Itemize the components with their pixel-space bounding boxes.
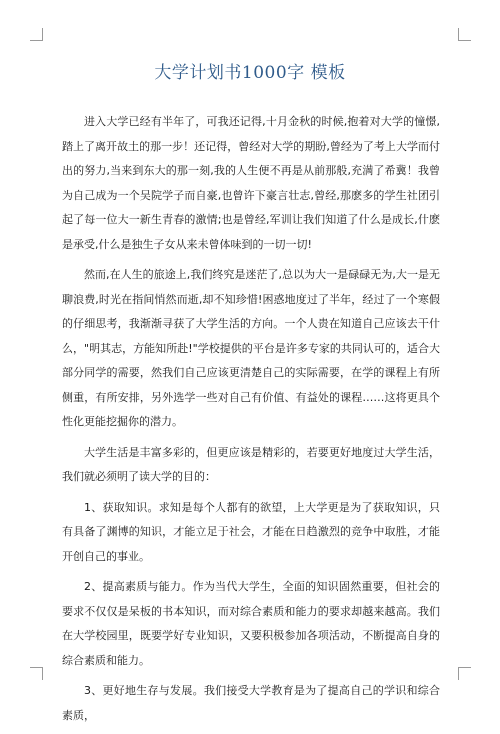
paragraph-reflection: 然而,在人生的旅途上,我们终究是迷茫了,总以为大一是碌碌无为,大一是无聊浪费,时光在指间悄然而逝,却不知珍惜!困惑地度过了半年，经过了一个寒假的仔细思考，我渐渐寻获了大学生活的方向。一个人贵在知道自己应该去干什么，"明其志，方能知所赴!"学校提供的平台是许多专家的共同认可的，适合大部分同学的需要，然我们自己应该更清楚自己的实际需要，在学的课程上有所侧重，有所安排，另外选学一些对自己有价值、有益处的课程……这将更具个性化更能挖掘你的潜力。 xyxy=(62,268,440,428)
paragraph-intro: 进入大学已经有半年了，可我还记得,十月金秋的时候,抱着对大学的憧憬,踏上了离开故土的那一步！还记得，曾经对大学的期盼,曾经为了考上大学而付出的努力,当来到东大的那一刻,我的人生便不再是从前那般,充满了希冀！我曾为自己成为一个吴院学子而自豪,也曾许下豪言壮志,曾经,那麽多的学生社团引起了每一位大一新生青春的激情;也是曾经,军训让我们知道了什么是成长,什麽是承受,什么是独生子女从来未曾体味到的一切一切! xyxy=(62,115,440,251)
crop-mark-top-left xyxy=(30,28,43,41)
paragraph-item-1: 1、获取知识。求知是每个人都有的欲望，上大学更是为了获取知识，只有具备了渊博的知识，才能立足于社会，才能在日趋激烈的竞争中取胜，才能开创自己的事业。 xyxy=(62,500,440,563)
crop-mark-bottom-left xyxy=(30,667,43,680)
crop-mark-top-right xyxy=(458,28,471,41)
document-body xyxy=(62,110,440,734)
paragraph-item-2: 2、提高素质与能力。作为当代大学生，全面的知识固然重要，但社会的要求不仅仅是呆板的书本知识，而对综合素质和能力的要求却越来越高。我们在大学校园里，既要学好专业知识，又要积极参加各项活动，不断提高自身的综合素质和能力。 xyxy=(62,580,440,667)
paragraph-item-3: 3、更好地生存与发展。我们接受大学教育是为了提高自己的学识和综合素质， xyxy=(62,684,440,722)
document-title: 大学计划书1000字 模板 xyxy=(154,63,346,83)
paragraph-purpose: 大学生活是丰富多彩的，但更应该是精彩的，若要更好地度过大学生活，我们就必须明了读大学的目的： xyxy=(62,445,440,483)
crop-mark-bottom-right xyxy=(458,667,471,680)
